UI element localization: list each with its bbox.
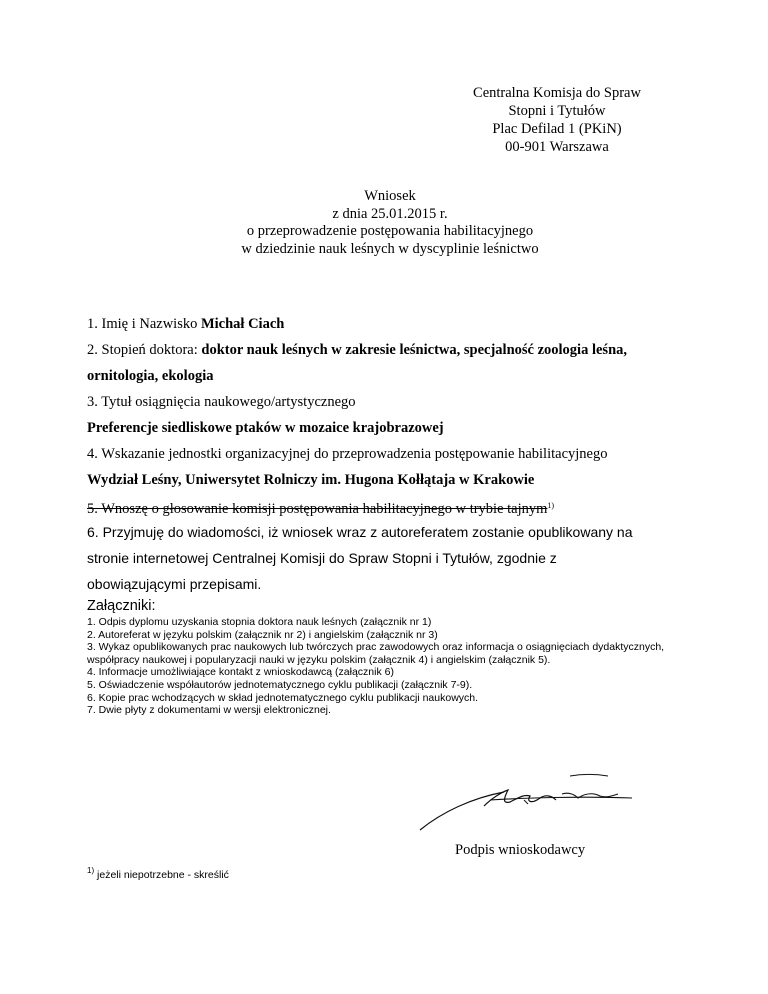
- signature-label: Podpis wnioskodawcy: [455, 842, 586, 858]
- title-line: z dnia 25.01.2015 r.: [332, 205, 448, 222]
- footnote-ref: 1): [547, 501, 555, 510]
- secret-vote-text: 5. Wnoszę o głosowanie komisji postępowania habilitacyjnego w trybie tajnym: [87, 501, 548, 517]
- name-label: 1. Imię i Nazwisko: [87, 316, 201, 332]
- recipient-address: [432, 84, 682, 156]
- item-degree: [87, 337, 687, 363]
- address-line: Plac Defilad 1 (PKiN): [492, 121, 622, 137]
- unit-name: Wydział Leśny, Uniwersytet Rolniczy im. Hugona Kołłątaja w Krakowie: [87, 472, 535, 488]
- attachments-list: [87, 616, 687, 717]
- degree-value-cont: ornitologia, ekologia: [87, 368, 214, 384]
- attachment-item: 3. Wykaz opublikowanych prac naukowych lub twórczych prac zawodowych oraz informacja o osiągnięciach dydaktycznych, współpracy naukowej i popularyzacji nauki w języku polskim (załącznik 4) i angielskim (załącznik 5).: [87, 641, 665, 666]
- attachment-item: 5. Oświadczenie współautorów jednotematycznego cyklu publikacji (załącznik 7-9).: [87, 678, 473, 691]
- degree-value: doktor nauk leśnych w zakresie leśnictwa, specjalność zoologia leśna,: [201, 342, 628, 358]
- attachment-item: 1. Odpis dyplomu uzyskania stopnia doktora nauk leśnych (załącznik nr 1): [87, 616, 432, 628]
- achievement-title: Preferencje siedliskowe ptaków w mozaice krajobrazowej: [87, 420, 444, 436]
- attachment-item: 7. Dwie płyty z dokumentami w wersji elektronicznej.: [87, 704, 331, 717]
- footnote-text: jeżeli niepotrzebne - skreślić: [94, 869, 229, 881]
- item-name: [87, 311, 687, 337]
- attachment-item: 2. Autoreferat w języku polskim (załącznik nr 2) i angielskim (załącznik nr 3): [87, 628, 438, 641]
- publication-line: stronie internetowej Centralnej Komisji do Spraw Stopni i Tytułów, zgodnie z: [87, 550, 557, 566]
- achievement-label: 3. Tytuł osiągnięcia naukowego/artystycznego: [87, 394, 356, 410]
- publication-line: obowiązującymi przepisami.: [87, 576, 262, 592]
- application-items: [87, 311, 687, 597]
- footnote-marker: 1): [87, 866, 95, 875]
- degree-label: 2. Stopień doktora:: [87, 342, 202, 358]
- name-value: Michał Ciach: [200, 316, 285, 332]
- title-line: Wniosek: [364, 188, 416, 204]
- address-line: Centralna Komisja do Spraw: [473, 85, 641, 101]
- title-line: w dziedzinie nauk leśnych w dyscyplinie leśnictwo: [241, 240, 539, 257]
- attachment-item: 4. Informacje umożliwiające kontakt z wnioskodawcą (załącznik 6): [87, 666, 394, 679]
- secret-vote-item: [87, 493, 687, 519]
- achievement-value: [87, 415, 687, 441]
- address-line: Stopni i Tytułów: [508, 103, 606, 119]
- item-degree-cont: [87, 363, 687, 389]
- address-line: 00-901 Warszawa: [505, 139, 609, 155]
- document-title: [190, 188, 590, 258]
- attachments-heading: Załączniki:: [87, 598, 156, 614]
- unit-value: [87, 467, 687, 493]
- handwritten-signature: [412, 770, 642, 840]
- unit-label: 4. Wskazanie jednostki organizacyjnej do przeprowadzenia postępowanie habilitacyjnego: [87, 446, 608, 462]
- footnote: [87, 866, 229, 881]
- title-line: o przeprowadzenie postępowania habilitacyjnego: [246, 223, 534, 239]
- publication-line: 6. Przyjmuję do wiadomości, iż wniosek wraz z autoreferatem zostanie opublikowany na: [87, 524, 633, 540]
- attachment-item: 6. Kopie prac wchodzących w skład jednotematycznego cyklu publikacji naukowych.: [87, 691, 479, 704]
